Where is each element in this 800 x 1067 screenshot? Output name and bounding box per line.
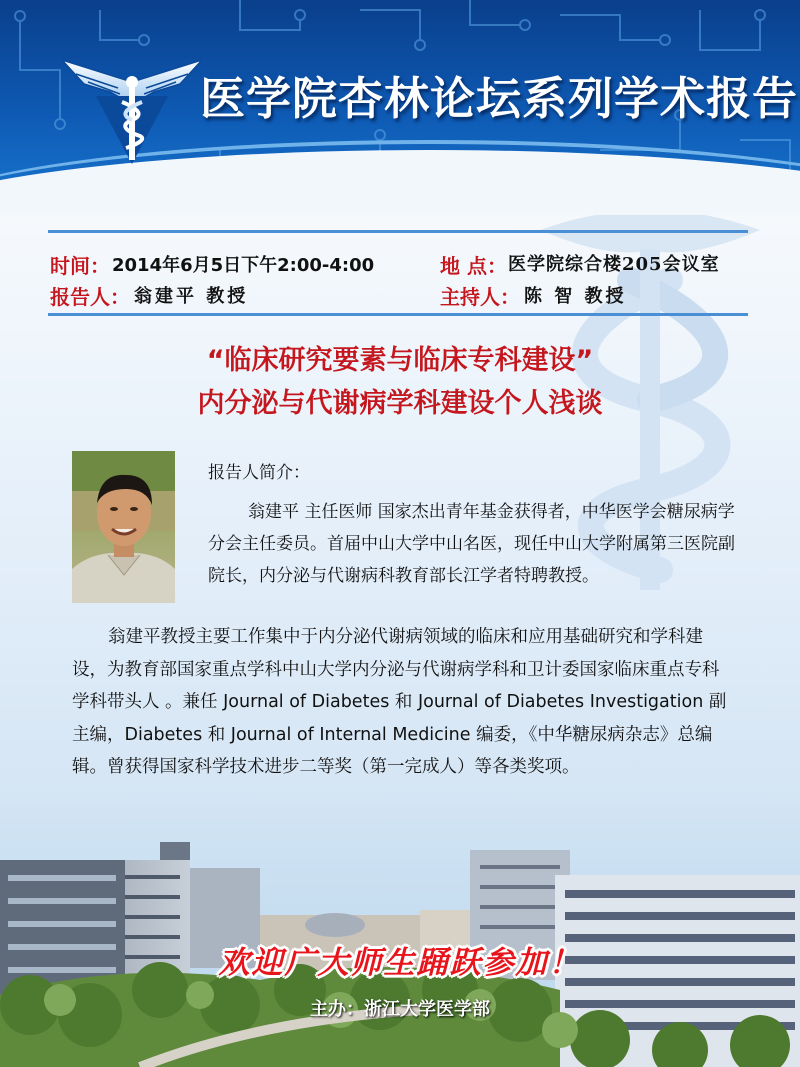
report-title-line2: 内分泌与代谢病学科建设个人浅谈 bbox=[197, 388, 603, 419]
page-title: 医学院杏林论坛系列学术报告 bbox=[200, 72, 799, 125]
main-paragraph: 翁建平教授主要工作集中于内分泌代谢病领域的临床和应用基础研究和学科建设，为教育部国家重点学科中山大学内分泌与代谢病学科和卫计委国家临床重点专科学科带头人 。兼任 Journal of Diabetes 和 Journal of Diabetes Investigation 副主编，Diabetes 和 Journal of Internal Medicine 编委，《中华糖尿病杂志》总编辑。曾获得国家科学技术进步二等奖（第一完成人）等各类奖项。 bbox=[72, 627, 727, 777]
divider-top bbox=[48, 230, 748, 233]
divider-bottom bbox=[48, 313, 748, 316]
bio-heading: 报告人简介： bbox=[208, 463, 310, 483]
caduceus-wings-icon bbox=[62, 52, 202, 167]
time-label: 时间： bbox=[50, 254, 110, 278]
welcome-slogan: 欢迎广大师生踊跃参加！ bbox=[218, 945, 582, 981]
host-label: 主持人： bbox=[440, 285, 520, 309]
report-title-line1: “临床研究要素与临床专科建设” bbox=[206, 345, 594, 376]
sponsor-text: 主办：浙江大学医学部 bbox=[310, 999, 490, 1020]
speaker-label: 报告人： bbox=[50, 285, 130, 309]
host-value: 陈 智 教授 bbox=[524, 286, 627, 307]
speaker-value: 翁建平 教授 bbox=[134, 286, 249, 307]
time-value: 2014年6月5日下午2:00-4:00 bbox=[112, 255, 375, 276]
place-label: 地 点： bbox=[440, 254, 507, 278]
bio-paragraph: 翁建平 主任医师 国家杰出青年基金获得者，中华医学会糖尿病学分会主任委员。首届中山大学中山名医，现任中山大学附属第三医院副院长，内分泌与代谢病科教育部长江学者特聘教授。 bbox=[208, 502, 735, 586]
speaker-photo bbox=[72, 451, 175, 603]
place-value: 医学院综合楼205会议室 bbox=[508, 254, 720, 275]
